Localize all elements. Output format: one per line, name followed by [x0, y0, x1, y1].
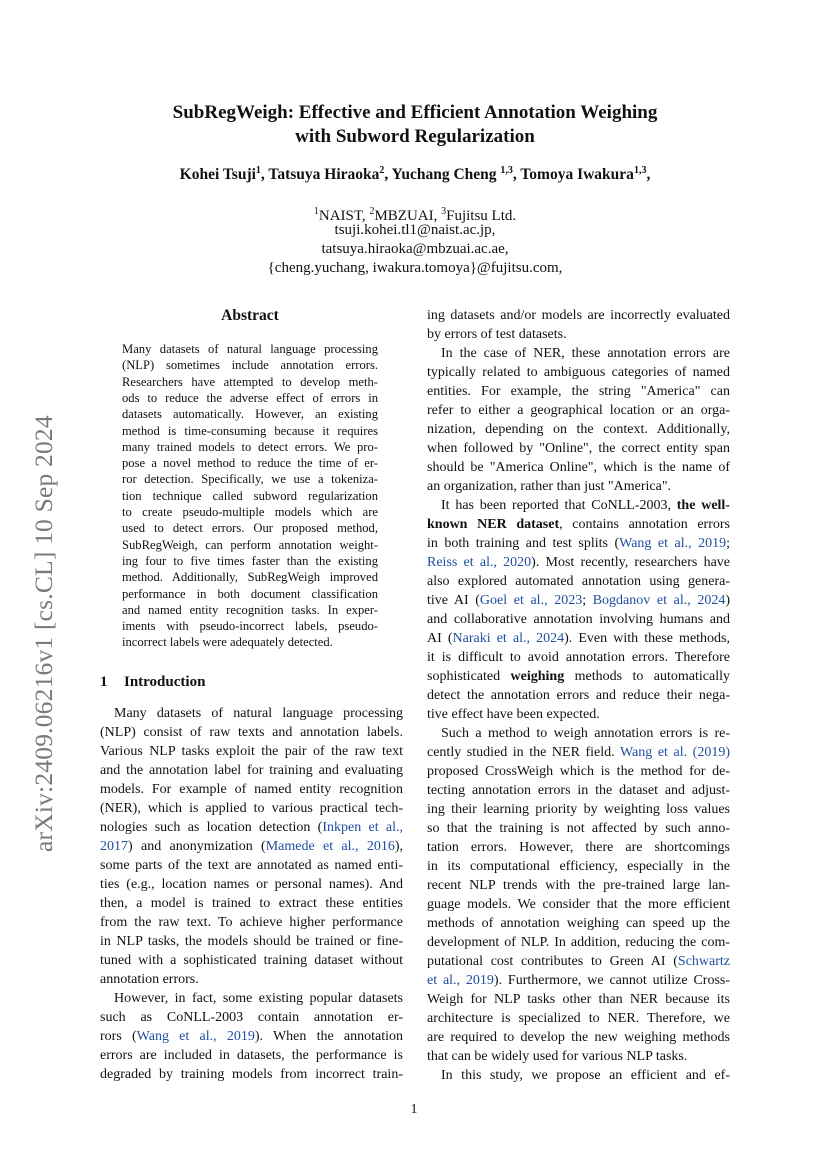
- abstract-line: ror detection. Specifically, we use a tokeniza-: [122, 472, 378, 487]
- text-span: tive AI (: [427, 593, 480, 608]
- author-name: Tomoya Iwakura: [520, 166, 634, 184]
- text-span: sophisticated: [427, 669, 511, 684]
- body-line: typically related to ambiguous categories of named: [427, 365, 730, 380]
- text-span: ),: [394, 839, 404, 854]
- body-line: when followed by "Online", the correct entity span: [427, 441, 730, 456]
- body-line: so that the training is not affected by such anno-: [427, 821, 730, 836]
- text-span: cently studied in the NER field.: [427, 745, 620, 760]
- body-line: that can be widely used for various NLP tasks.: [427, 1049, 688, 1064]
- body-line: [427, 971, 730, 990]
- body-line: from the raw text. To achieve higher performance: [100, 915, 403, 930]
- author-affiliation-mark: 1,3: [633, 165, 647, 176]
- email-line: {cheng.yuchang, iwakura.tomoya}@fujitsu.com,: [267, 260, 563, 276]
- body-line: [427, 629, 730, 648]
- body-line: are required to develop the new weighing methods: [427, 1030, 730, 1045]
- citation-text: Wang et al.,: [136, 1029, 217, 1044]
- author-separator: ,: [260, 166, 269, 184]
- author-name: Tatsuya Hiraoka: [268, 166, 380, 184]
- body-line: [427, 952, 730, 971]
- body-line: detect the annotation errors and reduce their nega-: [427, 688, 730, 703]
- citation-text: [359, 839, 367, 854]
- body-line: annotation errors.: [100, 972, 199, 987]
- abstract-line: incorrect labels were adequately detected.: [122, 635, 333, 650]
- abstract-line: pose a novel method to reduce the time of er-: [122, 456, 378, 471]
- body-line: then, a model is trained to extract these entities: [100, 896, 403, 911]
- body-line: tecting annotation errors in the dataset and adjust-: [427, 783, 730, 798]
- citation-link[interactable]: Wang et al. (2019): [619, 745, 730, 760]
- body-line: and the annotation label for training and evaluating: [100, 763, 403, 778]
- body-line: also explored automated annotation using genera-: [427, 574, 730, 589]
- text-span: methods to automatically: [564, 669, 730, 684]
- abstract-line: method is time-consuming because it requires: [122, 423, 378, 438]
- citation-text: 2016: [366, 839, 395, 854]
- author-separator: ,: [512, 166, 521, 184]
- body-line: [100, 818, 403, 837]
- author-list: [100, 160, 730, 186]
- citation-text: Mamede et al.,: [265, 839, 359, 854]
- body-line: [427, 515, 730, 534]
- body-line: nization, depending on the context. Additionally,: [427, 422, 730, 437]
- abstract-line: (NLP) sometimes include annotation errors.: [122, 358, 378, 373]
- page-number: 1: [410, 1102, 418, 1117]
- section-heading-introduction: [100, 672, 205, 692]
- body-line: [100, 837, 403, 856]
- body-line: [427, 667, 730, 686]
- section-number: 1: [100, 674, 108, 690]
- body-line: an organization, rather than just "America".: [427, 479, 672, 494]
- body-line: Weigh for NLP tasks other than NER because its: [427, 992, 730, 1007]
- body-line: should be "America Online", which is the name of: [427, 460, 730, 475]
- body-line: [427, 534, 730, 553]
- body-line: (NER), which is applied to various practical tech-: [100, 801, 403, 816]
- abstract-line: tion technique called subword regularization: [122, 488, 378, 503]
- text-span: in both training and test splits (: [427, 536, 620, 551]
- text-span: ). Most recently, researchers have: [531, 555, 730, 570]
- author-name: Yuchang Cheng: [391, 166, 501, 184]
- abstract-line: SubRegWeigh, can perform annotation weight-: [122, 537, 378, 552]
- bold-text: known NER dataset: [427, 517, 560, 532]
- body-line: some parts of the text are annotated as named enti-: [100, 858, 403, 873]
- abstract-line: many trained models to detect errors. We pro-: [122, 439, 378, 454]
- affiliation-mark: 2: [369, 206, 375, 217]
- body-line: guage models. We consider that the more efficient: [427, 897, 730, 912]
- body-line: However, in fact, some existing popular datasets: [114, 991, 403, 1006]
- body-line: [427, 743, 730, 762]
- body-line: in its computational efficiency, especially in the: [427, 859, 730, 874]
- author-affiliation-mark: 2: [379, 165, 385, 176]
- body-line: In this study, we propose an efficient and ef-: [441, 1068, 730, 1083]
- body-line: by errors of test datasets.: [427, 327, 567, 342]
- citation-link[interactable]: Wang et al., 2019: [619, 536, 727, 551]
- citation-link[interactable]: Inkpen et al.,: [322, 820, 403, 835]
- body-line: tuned with a sophisticated training dataset without: [100, 953, 403, 968]
- body-line: proposed CrossWeigh which is the method for de-: [427, 764, 730, 779]
- citation-link[interactable]: et al., 2019: [427, 973, 494, 988]
- body-line: it is difficult to avoid annotation errors. Therefore: [427, 650, 730, 665]
- paper-title-line-2: with Subword Regularization: [295, 126, 535, 147]
- body-line: ties (e.g., location names or personal names). And: [100, 877, 403, 892]
- citation-link[interactable]: 2017: [100, 839, 128, 854]
- text-span: putational cost contributes to Green AI (: [427, 954, 678, 969]
- citation-link[interactable]: Naraki et al., 2024: [452, 631, 565, 646]
- body-line: [427, 496, 730, 515]
- body-line: refer to either a geographical location or an orga-: [427, 403, 730, 418]
- body-line: architecture is specialized to NER. Therefore, we: [427, 1011, 730, 1026]
- text-span: nologies such as location detection (: [100, 820, 323, 835]
- body-line: methods of annotation weighing can speed up the: [427, 916, 730, 931]
- body-line: recent NLP trends with the pre-trained large lan-: [427, 878, 730, 893]
- affiliation-name: Fujitsu Ltd.: [446, 208, 517, 224]
- body-line: such as CoNLL-2003 contain annotation er-: [100, 1010, 403, 1025]
- author-affiliation-mark: 1: [255, 165, 261, 176]
- citation-link[interactable]: [137, 1029, 255, 1044]
- citation-text: 2019: [216, 1029, 255, 1044]
- body-line: [427, 553, 730, 572]
- section-title: Introduction: [124, 674, 206, 690]
- text-span: ). When the annotation: [254, 1029, 404, 1044]
- text-span: AI (: [427, 631, 453, 646]
- affiliation-mark: 3: [441, 206, 447, 217]
- author-separator: ,: [646, 166, 651, 184]
- body-line: models. For example of named entity recognition: [100, 782, 403, 797]
- citation-link[interactable]: Reiss et al., 2020: [427, 555, 532, 570]
- citation-link[interactable]: Schwartz: [677, 954, 730, 969]
- abstract-line: ods to reduce the adverse effect of errors in: [122, 390, 378, 405]
- citation-link[interactable]: Bogdanov et al., 2024: [592, 593, 726, 608]
- text-span: rors (: [100, 1029, 137, 1044]
- abstract-heading: Abstract: [221, 307, 279, 324]
- email-line: tatsuya.hiraoka@mbzuai.ac.ae,: [321, 241, 509, 257]
- body-line: ing their learning priority by weighting loss values: [427, 802, 730, 817]
- abstract-line: to create pseudo-multiple models which are: [122, 505, 378, 519]
- text-span: ) and anonymization (: [128, 839, 266, 854]
- abstract-line: iments with pseudo-incorrect labels, pseudo-: [122, 619, 378, 634]
- body-line: Many datasets of natural language processing: [114, 706, 403, 721]
- affiliation-mark: 1: [313, 206, 319, 217]
- body-line: Such a method to weigh annotation errors is re-: [441, 726, 730, 741]
- body-line: degraded by training models from incorrect train-: [100, 1067, 403, 1082]
- abstract-line: used to detect errors. Our proposed method,: [122, 521, 378, 536]
- bold-text: the well-: [676, 498, 730, 513]
- citation-link[interactable]: [266, 839, 395, 854]
- text-span: It has been reported that CoNLL-2003,: [441, 498, 677, 513]
- arxiv-identifier-sidebar: [22, 366, 66, 852]
- abstract-line: and named entity recognition tasks. In exper-: [122, 602, 378, 617]
- text-span: ;: [582, 593, 593, 608]
- paper-title-line-1: SubRegWeigh: Effective and Efficient Annotation Weighing: [172, 102, 658, 123]
- body-line: In the case of NER, these annotation errors are: [441, 346, 730, 361]
- text-span: ). Even with these methods,: [564, 631, 731, 646]
- body-line: (NLP) consist of raw texts and annotation labels.: [100, 725, 403, 740]
- body-line: errors are included in datasets, the performance is: [100, 1048, 403, 1063]
- abstract-line: ing four to five times faster than the existing: [122, 553, 378, 568]
- text-span: ;: [726, 536, 730, 551]
- abstract-line: method. Additionally, SubRegWeigh improved: [122, 570, 378, 585]
- body-line: Various NLP tasks exploit the pair of the raw text: [100, 744, 403, 759]
- abstract-line: Many datasets of natural language processing: [122, 342, 378, 356]
- body-line: development of NLP. In addition, reducing the com-: [427, 935, 730, 950]
- affiliation-name: MBZUAI,: [374, 208, 442, 224]
- body-line: and collaborative annotation involving humans and: [427, 612, 730, 627]
- text-span: ). Furthermore, we cannot utilize Cross-: [493, 973, 731, 988]
- body-line: ing datasets and/or models are incorrectly evaluated: [427, 308, 730, 323]
- body-line: [100, 1027, 403, 1046]
- abstract-line: performance in both document classification: [122, 586, 378, 601]
- author-name: Kohei Tsuji: [179, 166, 256, 184]
- body-line: tive effect have been expected.: [427, 707, 600, 722]
- text-span: , contains annotation errors: [559, 517, 730, 532]
- abstract-line: Researchers have attempted to develop meth-: [122, 374, 378, 389]
- affiliation-name: NAIST,: [318, 208, 370, 224]
- author-separator: ,: [384, 166, 392, 184]
- abstract-line: datasets automatically. However, an existing: [122, 407, 378, 422]
- body-line: entities. For example, the string "America" can: [427, 384, 730, 399]
- body-line: [427, 591, 730, 610]
- bold-text: weighing: [510, 669, 565, 684]
- text-span: ): [725, 593, 731, 608]
- arxiv-identifier-text: arXiv:2409.06216v1 [cs.CL] 10 Sep 2024: [29, 415, 58, 852]
- body-line: in NLP tasks, the models should be trained or fine-: [100, 934, 403, 949]
- body-line: tation errors. However, there are shortcomings: [427, 840, 730, 855]
- citation-link[interactable]: Goel et al., 2023: [479, 593, 583, 608]
- author-affiliation-mark: 1,3: [500, 165, 513, 176]
- email-line: tsuji.kohei.tl1@naist.ac.jp,: [334, 222, 496, 238]
